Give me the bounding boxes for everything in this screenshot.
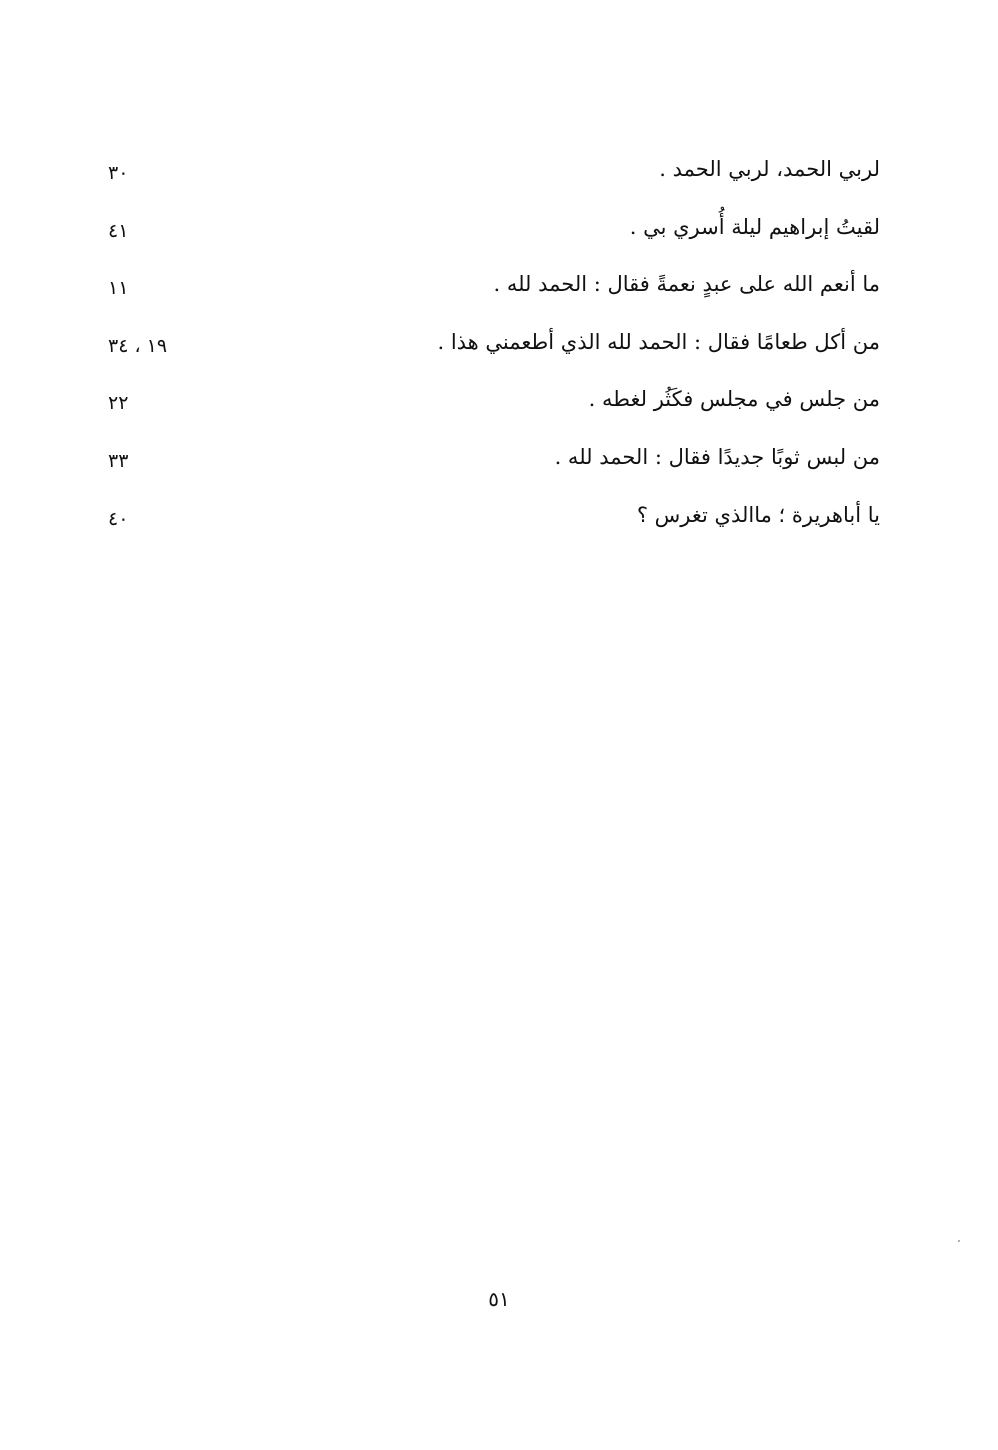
- index-entry: [108, 265, 880, 323]
- entry-page-ref: ٤١: [108, 219, 129, 242]
- entry-text: من أكل طعامًا فقال : الحمد لله الذي أطعمني هذا .: [437, 329, 880, 354]
- entry-page-ref: ٢٢: [108, 392, 129, 415]
- scan-speck: [958, 1240, 960, 1242]
- entry-text: من لبس ثوبًا جديدًا فقال : الحمد لله .: [554, 444, 880, 469]
- entry-text: يا أباهريرة ؛ ماالذي تغرس ؟: [636, 502, 880, 527]
- entry-page-ref: ١١: [108, 277, 129, 300]
- entry-page-ref: ٣٠: [108, 162, 129, 184]
- index-entry: [108, 150, 880, 208]
- index-entry: [108, 323, 880, 381]
- index-entry: [108, 380, 880, 438]
- entry-text: لقيتُ إبراهيم ليلة أُسري بي .: [629, 214, 880, 239]
- entry-page-ref: ١٩ ، ٣٤: [108, 334, 168, 357]
- page-number: ٥١: [488, 1287, 510, 1311]
- entry-page-ref: ٤٠: [108, 507, 129, 530]
- hadith-index-list: [108, 150, 880, 553]
- entry-page-ref: ٣٣: [108, 449, 129, 472]
- index-entry: [108, 208, 880, 266]
- index-entry: [108, 438, 880, 496]
- entry-text: ما أنعم الله على عبدٍ نعمةً فقال : الحمد لله .: [493, 272, 880, 297]
- entry-text: من جلس في مجلس فكَثُر لغطه .: [588, 387, 880, 412]
- index-entry: [108, 496, 880, 554]
- entry-text: لربي الحمد، لربي الحمد .: [659, 157, 880, 181]
